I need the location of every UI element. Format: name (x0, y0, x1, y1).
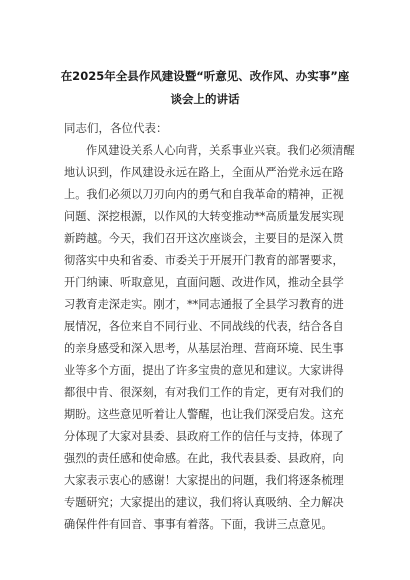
body-line: 新跨越。今天，我们召开这次座谈会，主要目的是深入贯 (64, 232, 344, 245)
body-line: 的亲身感受和深入思考，从基层治理、营商环境、民生事 (64, 342, 344, 355)
body-line: 上。我们必须以刀刃向内的勇气和自我革命的精神，正视 (64, 188, 344, 201)
body-line: 彻落实中央和省委、市委关于开展开门教育的部署要求， (64, 254, 344, 267)
body-line: 确保件件有回音、事事有着落。下面，我讲三点意见。 (64, 518, 333, 531)
document-title-line-2: 谈会上的讲话 (170, 92, 240, 106)
body-line: 开门纳谏、听取意见，直面问题、改进作风，推动全县学 (64, 276, 344, 289)
body-line: 分体现了大家对县委、县政府工作的信任与支持，体现了 (64, 430, 344, 443)
body-line: 都很中肯、很深刻，有对我们工作的肯定，更有对我们的 (64, 386, 344, 399)
body-line: 业等多个方面，提出了许多宝贵的意见和建议。大家讲得 (64, 364, 344, 377)
document-title-line-1: 在2025年全县作风建设暨“听意见、改作风、办实事”座 (60, 69, 350, 83)
body-line: 问题、深挖根源，以作风的大转变推动**高质量发展实现 (64, 210, 344, 223)
salutation: 同志们，各位代表： (64, 121, 168, 135)
body-line: 大家表示衷心的感谢！大家提出的问题，我们将逐条梳理 (64, 474, 344, 487)
body-line: 地认识到，作风建设永远在路上，全面从严治党永远在路 (64, 166, 344, 179)
body-line: 作风建设关系人心向背，关系事业兴衰。我们必须清醒 (86, 144, 355, 157)
body-line: 展情况，各位来自不同行业、不同战线的代表，结合各自 (64, 320, 344, 333)
body-line: 强烈的责任感和使命感。在此，我代表县委、县政府，向 (64, 452, 344, 465)
body-line: 期盼。这些意见听着让人警醒，也让我们深受启发。这充 (64, 408, 344, 421)
body-line: 专题研究；大家提出的建议，我们将认真吸纳、全力解决 (64, 496, 344, 509)
body-line: 习教育走深走实。刚才，**同志通报了全县学习教育的进 (64, 298, 344, 311)
